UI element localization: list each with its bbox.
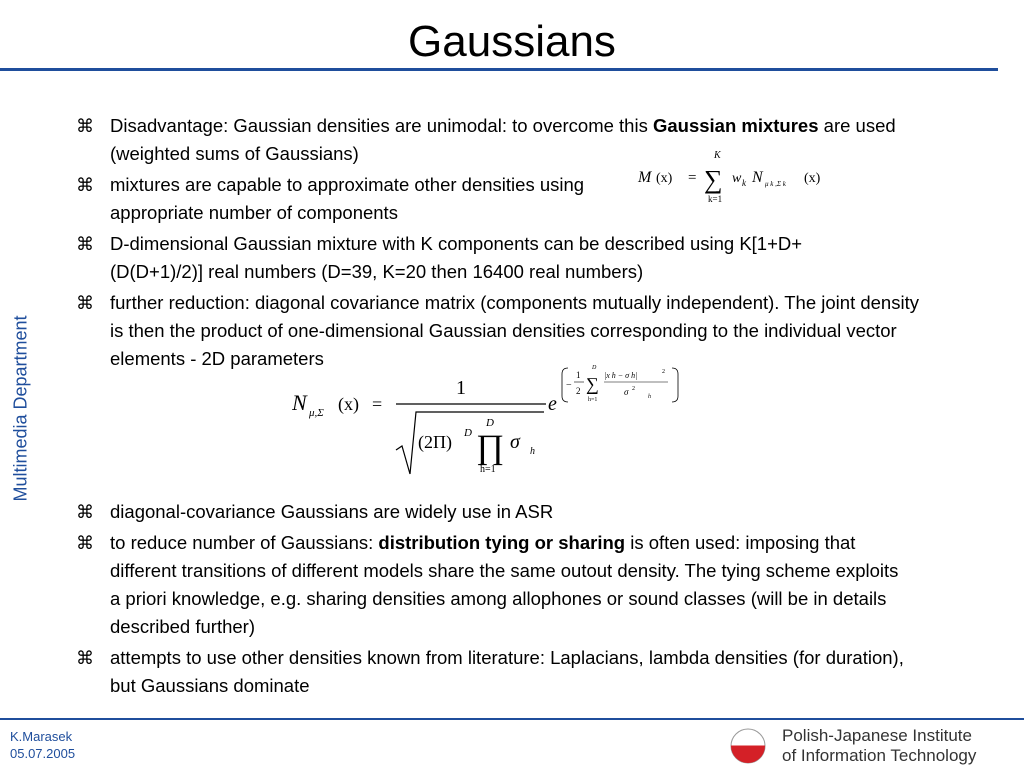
bullet-icon: ⌘ (76, 293, 94, 313)
formula-symbol: w (732, 171, 742, 186)
formula-symbol: h (648, 394, 651, 400)
sum-icon: ∑ (704, 165, 723, 194)
formula-symbol: (x) (338, 394, 359, 414)
bullet-item (76, 230, 890, 286)
formula-symbol: D (464, 427, 472, 439)
formula-symbol: 1 (576, 370, 581, 380)
bullet-icon: ⌘ (76, 116, 94, 136)
bullet-bold-text: distribution tying or sharing (378, 532, 626, 553)
formula-symbol: K (714, 150, 721, 161)
gaussian-density-formula (292, 364, 682, 478)
formula-symbol: 2 (662, 369, 665, 375)
formula-symbol: h=1 (480, 464, 496, 475)
bullet-icon: ⌘ (76, 648, 94, 668)
formula-symbol: (x) (804, 171, 821, 186)
bullet-icon: ⌘ (76, 533, 94, 553)
bullet-item (76, 498, 910, 526)
footer-author-block (10, 728, 75, 762)
slide-title: Gaussians (408, 17, 616, 66)
formula-symbol: h (530, 446, 535, 457)
bullet-text: diagonal-covariance Gaussians are widely use in ASR (110, 501, 554, 522)
formula-symbol: k (742, 178, 746, 188)
institute-name-line1: Polish-Japanese Institute (782, 726, 972, 745)
formula-symbol: (2Π) (418, 432, 452, 452)
formula-symbol: N (752, 169, 763, 186)
product-icon: ∏ (476, 429, 504, 466)
formula-symbol: e (548, 393, 557, 415)
formula-symbol: μ k ,Σ k (765, 180, 786, 188)
formula-symbol: D (486, 417, 494, 429)
bullet-bold-text: Gaussian mixtures (652, 115, 819, 136)
title-rule (0, 68, 998, 71)
formula-symbol: = (372, 394, 383, 414)
formula-symbol: 2 (576, 386, 581, 396)
bullet-icon: ⌘ (76, 175, 94, 195)
institute-name (782, 726, 976, 766)
footer-author: K.Marasek (10, 729, 73, 744)
bullet-item (76, 289, 930, 373)
bullet-text: is often used: imposing that different transitions of different models share the same outout density. The tying scheme exploits a priori knowledge, e.g. sharing densities among allophones or sound classes (will be in details described further) (110, 532, 899, 637)
institute-logo-icon (728, 726, 768, 766)
formula-symbol: − (566, 380, 572, 391)
formula-symbol: h=1 (588, 397, 598, 403)
bullet-item (76, 529, 910, 641)
formula-symbol: M (638, 169, 652, 186)
formula-symbol: σ (510, 431, 520, 453)
formula-symbol: (x) (656, 171, 673, 186)
footer-rule (0, 718, 1024, 720)
bracket-icon (672, 368, 678, 402)
institute-name-line2: of Information Technology (782, 746, 977, 765)
formula-symbol: k=1 (708, 194, 723, 204)
sum-icon: ∑ (586, 374, 599, 394)
bullet-text: mixtures are capable to approximate other densities using appropriate number of components (110, 174, 585, 223)
formula-symbol: N (292, 390, 307, 415)
formula-symbol: = (688, 170, 697, 186)
bullet-text: attempts to use other densities known from literature: Laplacians, lambda densities (for duration), but Gaussians dominate (110, 647, 904, 696)
formula-symbol: |x h − σ h| (604, 371, 638, 380)
formula-symbol: μ,Σ (309, 407, 324, 419)
bullet-icon: ⌘ (76, 502, 94, 522)
bullet-text: Disadvantage: Gaussian densities are unimodal: to overcome this (110, 115, 653, 136)
bullet-text: D-dimensional Gaussian mixture with K components can be described using K[1+D+(D(D+1)/2)] real numbers (D=39, K=20 then 16400 real numbers) (110, 233, 803, 282)
bullet-text: further reduction: diagonal covariance matrix (components mutually independent). The joint density is then the product of one-dimensional Gaussian densities corresponding to the individual vector elements - 2D parameters (110, 292, 919, 369)
bullet-item (76, 644, 910, 700)
footer-date: 05.07.2005 (10, 746, 76, 761)
side-label (6, 300, 36, 520)
formula-symbol: D (592, 365, 597, 371)
bullet-icon: ⌘ (76, 234, 94, 254)
bullet-text: to reduce number of Gaussians: (110, 532, 379, 553)
bullet-text: are used (weighted sums of Gaussians) (110, 115, 896, 164)
bullet-item (76, 171, 630, 227)
formula-symbol: 2 (632, 386, 635, 392)
formula-symbol: σ (624, 387, 629, 397)
side-label-text: Multimedia Department (10, 315, 31, 502)
formula-symbol: 1 (456, 377, 466, 399)
mixture-formula (636, 148, 836, 206)
